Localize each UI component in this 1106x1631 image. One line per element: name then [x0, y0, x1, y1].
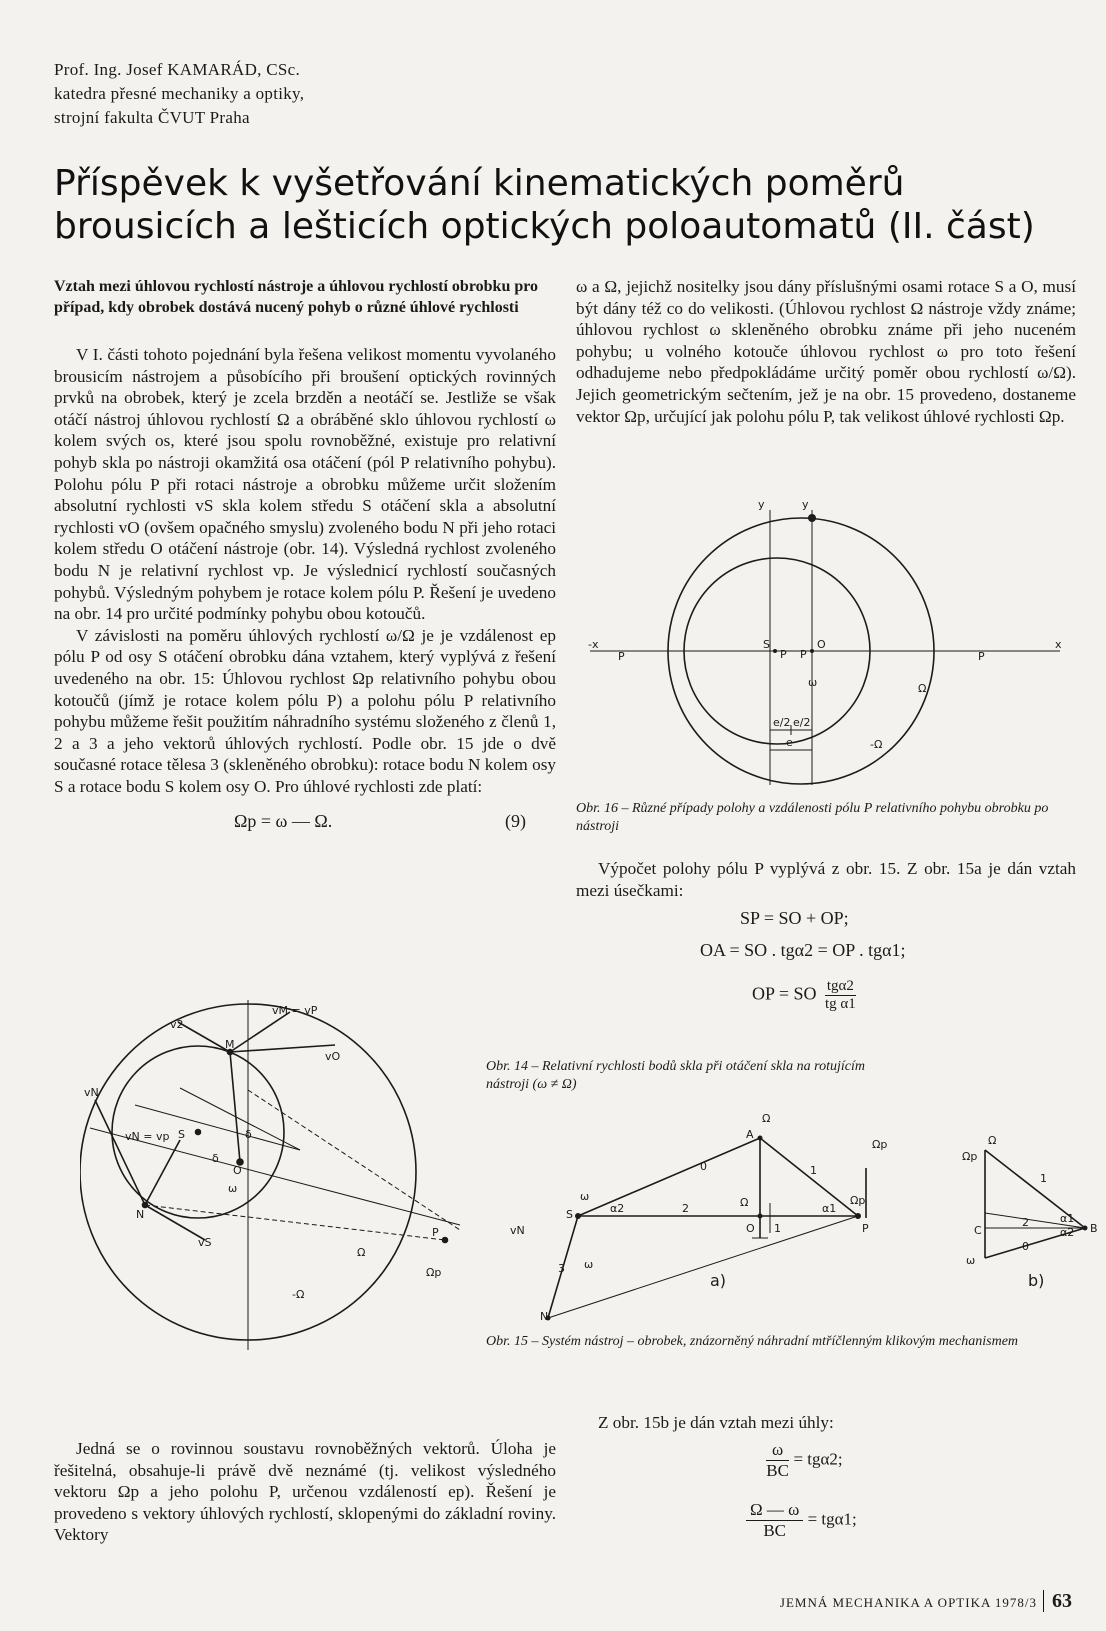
label-b: b): [1028, 1271, 1045, 1290]
label-S: S: [178, 1128, 185, 1141]
equation-tg-alpha1: $\frac{\Omega — \omega}{BC}$ = tgα1;: [746, 1500, 857, 1541]
right-column-bottom: [576, 1412, 1076, 1434]
author-department: katedra přesné mechaniky a optiky,: [54, 84, 305, 103]
label-P: P: [862, 1222, 869, 1235]
label-member-0: 0: [700, 1160, 707, 1173]
label-alpha2: α2: [610, 1202, 625, 1215]
label-v2: v2: [170, 1018, 184, 1031]
figure-15: [500, 1108, 1100, 1323]
label-e2-b: e/2: [793, 716, 811, 729]
label-b-B: B: [1090, 1222, 1098, 1235]
label-O: O: [746, 1222, 755, 1235]
label-Omega-mid: Ω: [740, 1196, 749, 1209]
label-b-member-1: 1: [1040, 1172, 1047, 1185]
label-N: N: [136, 1208, 145, 1221]
label-b-omega: ω: [966, 1254, 976, 1267]
label-neg-x: -x: [588, 638, 599, 651]
label-vM-vP: vM = vP: [272, 1004, 318, 1017]
label-vN: vN: [510, 1224, 525, 1237]
label-member-3: 3: [558, 1262, 565, 1275]
right-column-mid: [576, 858, 1076, 901]
paragraph: V I. části tohoto pojednání byla řešena velikost momentu vyvolaného brousicím nástrojem a působícího při broušení optických rovinných prvků na obrobek, který je zcela brzděn a neotáčí se. Jestliže se však otáčí nástroj úhlovou rychlostí Ω a obráběné sklo úhlovou rychlostí ω kolem svých os, které jsou spolu rovnoběžné, existuje pro relativní pohyb skla po nástroji okamžitá osa otáčení (pól P relativního pohybu). Polohu pólu P při rotaci nástroje a obrobku můžeme určit složením absolutní rychlosti vS skla kolem středu S otáčení skla a absolutní rychlosti vO (ovšem opačného smyslu) zvoleného bodu N při jeho rotaci kolem středu O otáčení nástroje (obr. 14). Výsledná rychlost zvoleného bodu N je relativní rychlost vp. Je výslednicí rychlostí současných pohybů. Výsledným pohybem je rotace kolem pólu P. Řešení je uvedeno na obr. 14 pro určité podmínky pohybu obou kotoučů.: [54, 345, 556, 624]
label-omega: ω: [228, 1182, 238, 1195]
label-I: 1: [774, 1222, 781, 1235]
label-alpha1: α1: [822, 1202, 837, 1215]
label-delta-2: δ: [212, 1152, 219, 1165]
equation: Ωp = ω — Ω.: [234, 811, 333, 832]
fig14-caption: Obr. 14 – Relativní rychlosti bodů skla při otáčení skla na rotujícím nástroji (ω ≠ Ω): [486, 1059, 865, 1092]
label-vN: vN: [84, 1086, 99, 1099]
equation-tg-alpha2: $\frac{\omega}{BC}$ = tgα2;: [766, 1440, 843, 1480]
author-faculty: strojní fakulta ČVUT Praha: [54, 108, 250, 127]
figure-14: [80, 1000, 490, 1360]
label-P-2: P: [780, 648, 787, 661]
equation-op: OP = SO tgα2 tg α1: [752, 978, 856, 1012]
article-title: Příspěvek k vyšetřování kinematických poměrů brousicích a lešticích optických poloautomatů (II. část): [54, 163, 1035, 247]
paragraph: Jedná se o rovinnou soustavu rovnoběžných vektorů. Úloha je řešitelná, obsahuje-li právě dvě neznámé (tj. velikost výsledného vektoru Ωp a jeho polohu P, určenou vzdáleností ep). Řešení je provedeno s vektory úhlových rychlostí, sklopenými do základní roviny. Vektory: [54, 1439, 556, 1545]
paragraph: V závislosti na poměru úhlových rychlostí ω/Ω je je vzdálenost ep pólu P od osy S otáčení obrobku dána vztahem, který vyplývá z řešení uvedeného na obr. 15: Úhlovou rychlost Ωp relativního pohybu obou kotoučů (jímž je rotace kolem pólu P) a polohu pólu P relativního pohybu můžeme řešit použitím náhradního systému složeného z členů 1, 2 a 3 a jeho vektorů úhlových rychlostí. Podle obr. 15 jde o dvě současné rotace tělesa 3 (skleněného obrobku): rotace bodu N kolem osy S a rotace bodu S kolem osy O. Pro úhlové rychlosti zde platí:: [54, 625, 556, 796]
label-P-1: P: [618, 650, 625, 663]
label-b-Omega-p: Ωp: [962, 1150, 978, 1163]
section-subheading: Vztah mezi úhlovou rychlostí nástroje a úhlovou rychlostí obrobku pro případ, kdy obrobek dostává nucený pohyb o různé úhlové rychlosti: [54, 278, 539, 316]
label-y1: y: [758, 500, 765, 511]
label-O: O: [817, 638, 826, 651]
label-neg-Omega: -Ω: [292, 1288, 305, 1301]
equation-9: [54, 805, 556, 841]
equation-number: (9): [505, 811, 526, 832]
label-omega-bar: ω: [584, 1258, 594, 1271]
right-column: [576, 276, 1076, 427]
paragraph: ω a Ω, jejichž nositelky jsou dány příslušnými osami rotace S a O, musí být dány též co do velikosti. (Úhlovou rychlost Ω nástroje vždy známe; úhlovou rychlost ω skleněného obrobku známe při jeho nuceném pohybu; u volného kotouče úhlovou rychlost ω pro toto řešení odhadujeme nebo předpokládáme určitý poměr obou rychlostí ω/Ω). Jejich geometrickým sečtením, jež je na obr. 15 provedeno, dostaneme vektor Ωp, určující jak polohu pólu P, tak velikost úhlové rychlosti Ωp.: [576, 277, 1076, 426]
equation-sp: SP = SO + OP;: [740, 908, 849, 928]
paragraph: Výpočet polohy pólu P vyplývá z obr. 15. Z obr. 15a je dán vztah mezi úsečkami:: [576, 859, 1076, 900]
label-O: O: [233, 1164, 242, 1177]
label-e2-a: e/2: [773, 716, 791, 729]
label-y2: y: [802, 500, 809, 511]
label-member-1: 1: [810, 1164, 817, 1177]
label-A: A: [746, 1128, 754, 1141]
label-omega: ω: [808, 676, 818, 689]
label-Omega-p: Ωp: [426, 1266, 442, 1279]
page-number: 63: [1043, 1590, 1072, 1612]
label-Omega-p2: Ωp: [850, 1194, 866, 1207]
label-b-member-2: 2: [1022, 1216, 1029, 1229]
paragraph: Z obr. 15b je dán vztah mezi úhly:: [598, 1413, 834, 1432]
label-P-4: P: [978, 650, 985, 663]
label-omega: ω: [580, 1190, 590, 1203]
label-neg-Omega: -Ω: [870, 738, 883, 751]
fig15-caption: Obr. 15 – Systém nástroj – obrobek, znázorněný náhradní mtříčlenným klikovým mechanismem: [486, 1334, 1019, 1349]
label-b-member-0: 0: [1022, 1240, 1029, 1253]
label-vS: vS: [198, 1236, 212, 1249]
label-S: S: [566, 1208, 573, 1221]
label-Omega-top: Ω: [762, 1112, 771, 1125]
label-M: M: [225, 1038, 235, 1051]
author-name: Prof. Ing. Josef KAMARÁD, CSc.: [54, 60, 301, 79]
label-b-C: C: [974, 1224, 982, 1237]
left-column: [54, 276, 556, 841]
equation-oa: OA = SO . tgα2 = OP . tgα1;: [700, 940, 906, 960]
author-block: [54, 58, 304, 130]
label-Omega: Ω: [918, 682, 927, 695]
label-Omega: Ω: [357, 1246, 366, 1259]
label-e: e: [786, 736, 793, 749]
label-P: P: [432, 1226, 439, 1239]
fig16-caption: Obr. 16 – Různé případy polohy a vzdálenosti pólu P relativního pohybu obrobku po nástroji: [576, 801, 1049, 834]
figure-16: [580, 500, 1070, 795]
label-S: S: [763, 638, 770, 651]
label-vN-vp: vN = vp: [125, 1130, 170, 1143]
label-x: x: [1055, 638, 1062, 651]
journal-name: JEMNÁ MECHANIKA A OPTIKA 1978/3: [779, 1595, 1037, 1610]
label-member-2: 2: [682, 1202, 689, 1215]
left-column-bottom: [54, 1438, 556, 1546]
label-vO: vO: [325, 1050, 341, 1063]
label-N: N: [540, 1310, 549, 1323]
label-a: a): [710, 1271, 727, 1290]
label-b-Omega: Ω: [988, 1134, 997, 1147]
label-b-alpha1: α1: [1060, 1212, 1075, 1225]
label-Omega-p: Ωp: [872, 1138, 888, 1151]
label-P-3: P: [800, 648, 807, 661]
page-footer: [780, 1590, 1072, 1613]
label-delta-1: δ: [245, 1128, 252, 1141]
label-b-alpha2: α2: [1060, 1226, 1075, 1239]
